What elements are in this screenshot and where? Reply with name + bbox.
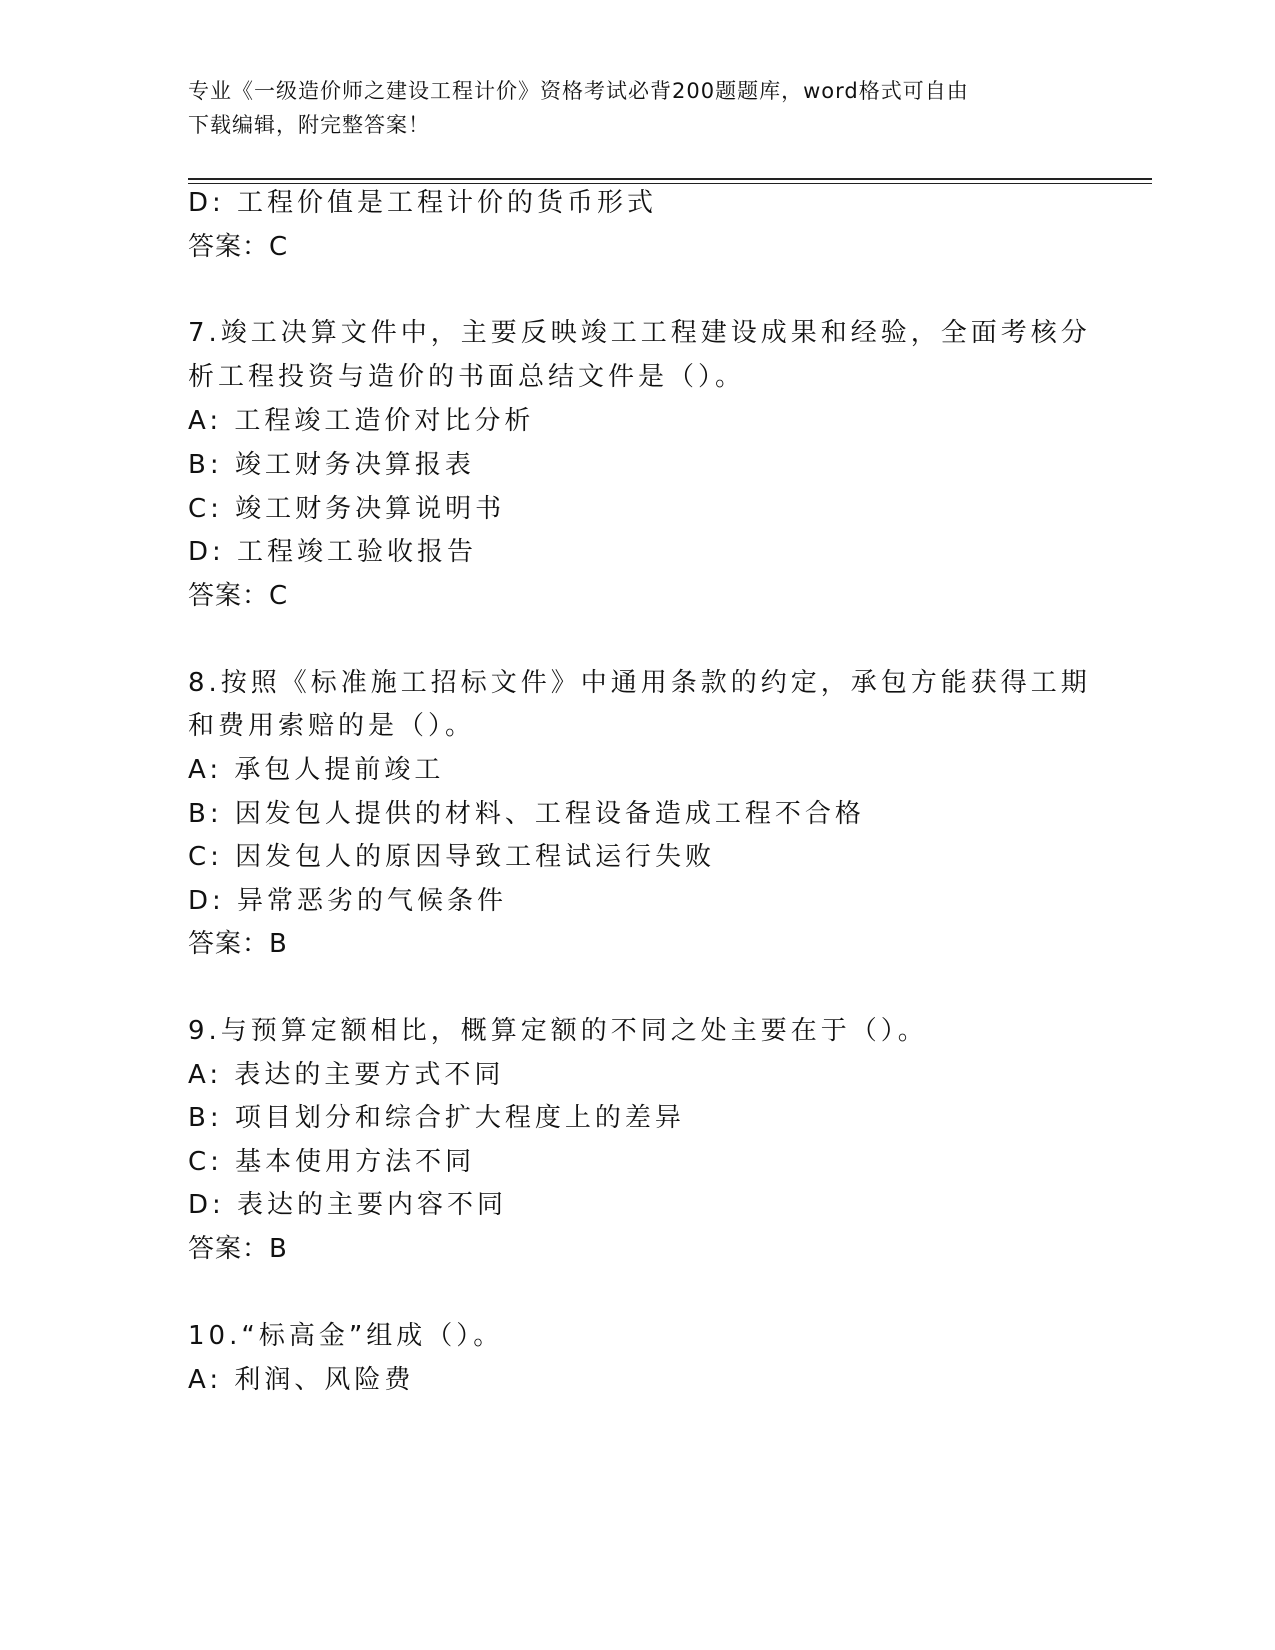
question-8-option-d: D: 异常恶劣的气候条件 (188, 886, 508, 916)
question-7-option-d: D: 工程竣工验收报告 (188, 537, 478, 567)
question-8-option-b: B: 因发包人提供的材料、工程设备造成工程不合格 (188, 799, 865, 829)
question-8-option-c: C: 因发包人的原因导致工程试运行失败 (188, 842, 716, 872)
question-9-option-b: B: 项目划分和综合扩大程度上的差异 (188, 1103, 685, 1133)
document-header (188, 74, 1068, 142)
question-7-stem-line-1: 7.竣工决算文件中，主要反映竣工工程建设成果和经验，全面考核分 (188, 318, 1091, 348)
question-9-option-a: A: 表达的主要方式不同 (188, 1060, 505, 1090)
question-8-option-a: A: 承包人提前竣工 (188, 755, 445, 785)
question-7-stem-line-2: 析工程投资与造价的书面总结文件是（）。 (188, 362, 746, 392)
question-9-option-c: C: 基本使用方法不同 (188, 1147, 476, 1177)
question-7-option-b: B: 竣工财务决算报表 (188, 450, 475, 480)
question-10-option-a: A: 利润、风险费 (188, 1365, 415, 1395)
prev-option-d: D: 工程价值是工程计价的货币形式 (188, 188, 658, 218)
question-8-stem-line-2: 和费用索赔的是（）。 (188, 711, 476, 741)
question-9-option-d: D: 表达的主要内容不同 (188, 1190, 508, 1220)
question-10-stem: 10.“标高金”组成（）。 (188, 1321, 504, 1351)
question-8-stem-line-1: 8.按照《标准施工招标文件》中通用条款的约定，承包方能获得工期 (188, 668, 1091, 698)
question-7-option-c: C: 竣工财务决算说明书 (188, 494, 506, 524)
question-7-answer: 答案：C (188, 581, 289, 611)
prev-answer: 答案：C (188, 232, 289, 262)
question-9-answer: 答案：B (188, 1234, 288, 1264)
header-line-1: 专业《一级造价师之建设工程计价》资格考试必背200题题库，word格式可自由 (188, 79, 969, 103)
question-7-option-a: A: 工程竣工造价对比分析 (188, 406, 535, 436)
header-line-2: 下载编辑，附完整答案！ (188, 113, 430, 137)
question-9-stem: 9.与预算定额相比，概算定额的不同之处主要在于（）。 (188, 1016, 928, 1046)
question-8-answer: 答案：B (188, 929, 288, 959)
